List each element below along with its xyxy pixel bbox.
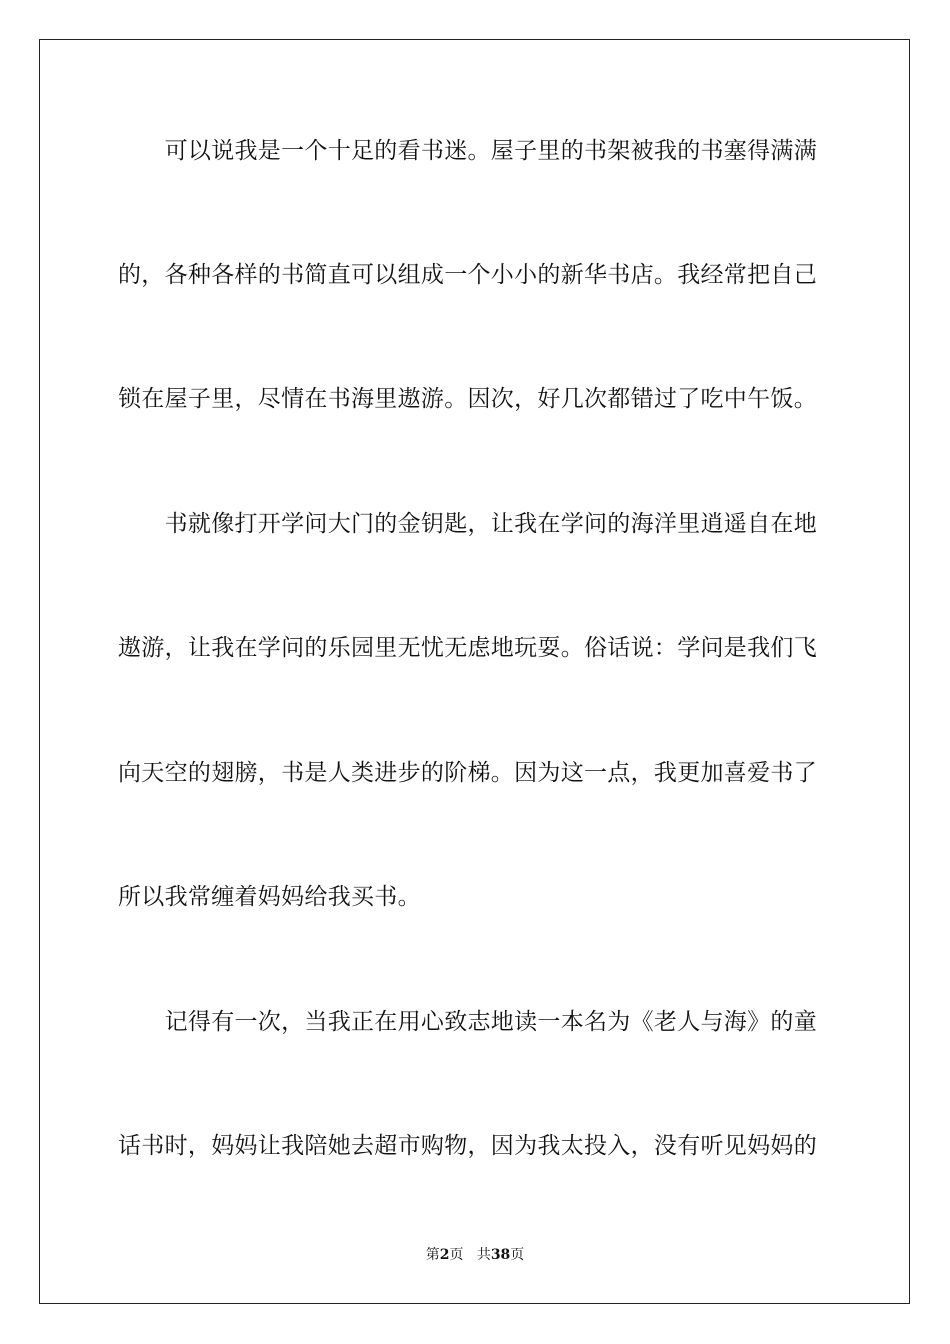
page-footer <box>0 1246 950 1264</box>
text-line: 锁在屋子里，尽情在书海里遨游。因次，好几次都错过了吃中午饭。 <box>118 386 817 412</box>
text-line: 可以说我是一个十足的看书迷。屋子里的书架被我的书塞得满满 <box>118 138 817 164</box>
total-prefix: 共 <box>476 1247 491 1263</box>
page-suffix: 页 <box>449 1247 464 1263</box>
text-line: 的，各种各样的书简直可以组成一个小小的新华书店。我经常把自己 <box>118 262 817 288</box>
text-line: 话书时，妈妈让我陪她去超市购物，因为我太投入，没有听见妈妈的 <box>118 1133 817 1159</box>
total-pages: 38 <box>490 1247 511 1263</box>
text-line: 向天空的翅膀，书是人类进步的阶梯。因为这一点，我更加喜爱书了 <box>118 760 817 786</box>
page-number: 2 <box>439 1247 450 1263</box>
text-line: 书就像打开学问大门的金钥匙，让我在学问的海洋里逍遥自在地 <box>118 511 817 537</box>
page-border <box>39 39 910 1304</box>
total-suffix: 页 <box>510 1247 525 1263</box>
text-line: 所以我常缠着妈妈给我买书。 <box>118 884 421 910</box>
page-prefix: 第 <box>425 1247 440 1263</box>
text-line: 记得有一次，当我正在用心致志地读一本名为《老人与海》的童 <box>118 1009 817 1035</box>
text-line: 遨游，让我在学问的乐园里无忧无虑地玩耍。俗话说：学问是我们飞 <box>118 635 817 661</box>
